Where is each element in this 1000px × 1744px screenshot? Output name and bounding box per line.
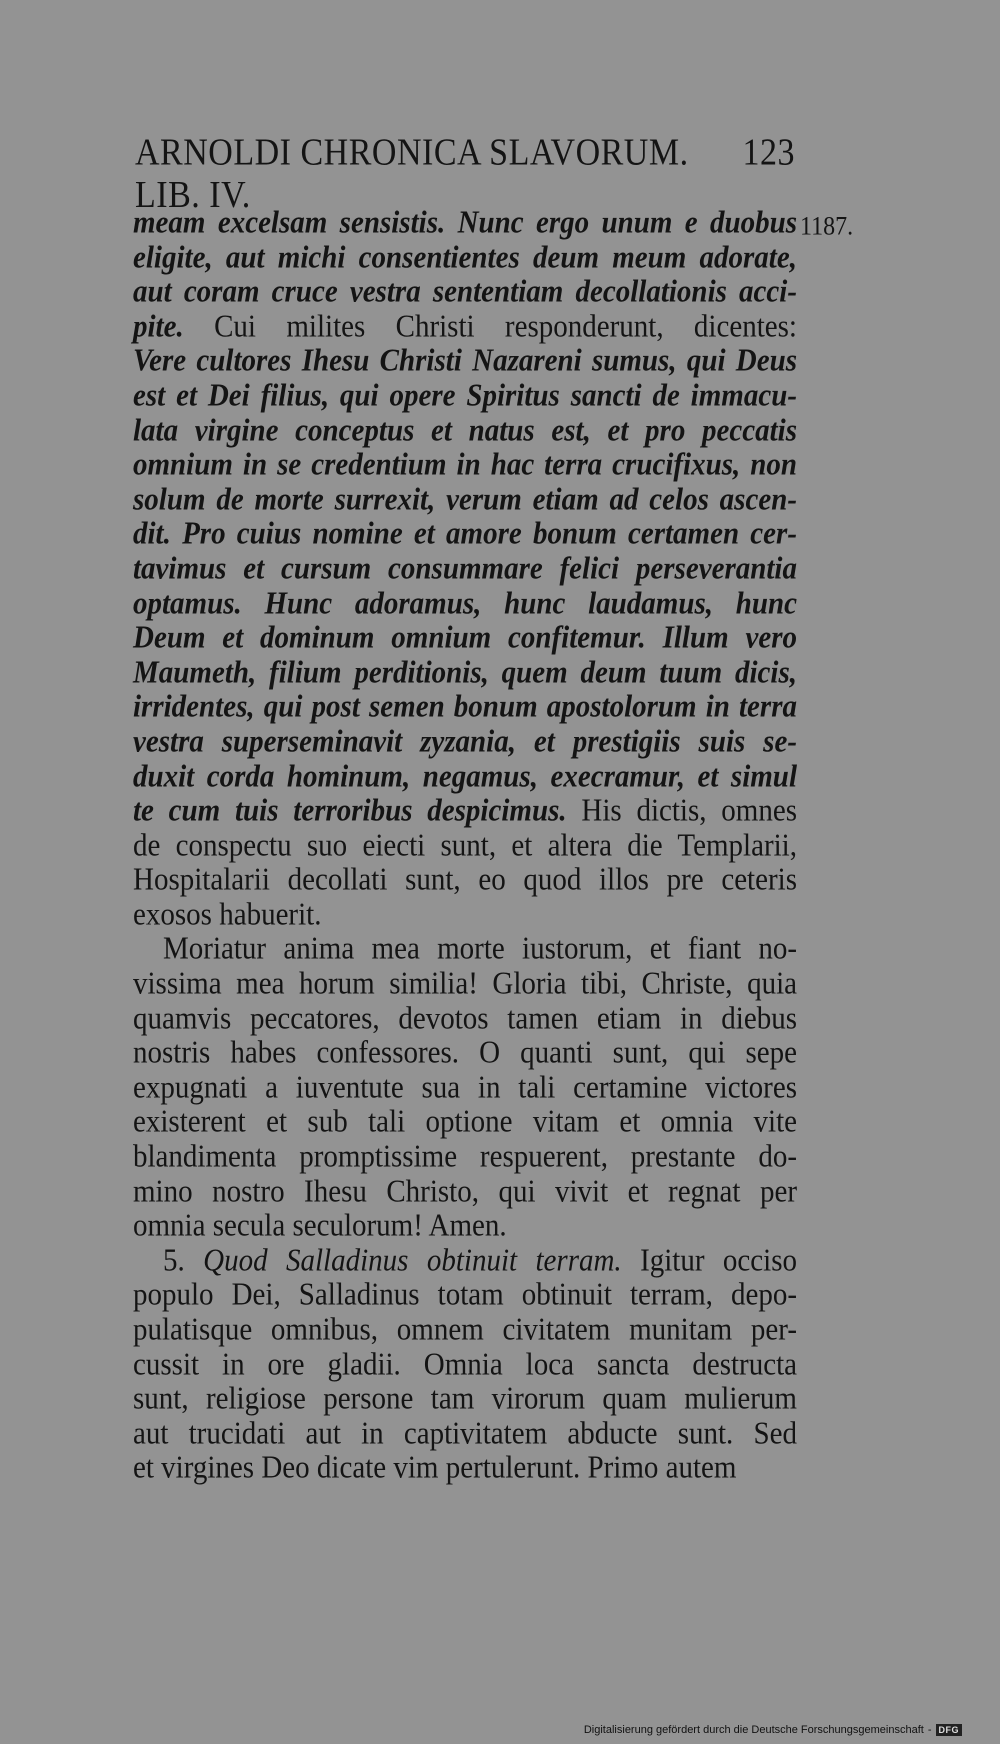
text-line [133, 585, 797, 622]
page-number: 123 [742, 132, 795, 174]
text-line [133, 1277, 797, 1314]
roman-text: vissima mea horum similia! Gloria tibi, Christe, quia [133, 966, 797, 1002]
text-line [133, 966, 797, 1003]
text-line [133, 1346, 797, 1383]
text-line [133, 447, 797, 484]
text-line [133, 1208, 797, 1245]
text-line [133, 758, 797, 795]
text-line [133, 827, 797, 864]
italic-text: est et Dei filius, qui opere Spiritus sancti de immacu- [133, 378, 797, 414]
italic-text: dit. Pro cuius nomine et amore bonum certamen cer- [133, 517, 797, 552]
italic-text: tavimus et cursum consummare felici perseverantia [133, 551, 797, 587]
running-title: ARNOLDI CHRONICA SLAVORUM. LIB. IV. [135, 132, 689, 216]
roman-text: His dictis, omnes [566, 793, 797, 829]
text-line [133, 343, 797, 380]
roman-text: Igitur occiso [621, 1243, 798, 1279]
italic-text: Deum et dominum omnium confitemur. Illum vero [133, 620, 797, 656]
italic-text: Maumeth, filium perditionis, quem deum tuum dicis, [133, 655, 797, 690]
text-line [133, 1450, 797, 1487]
roman-text: blandimenta promptissime respuerent, prestante do- [133, 1139, 797, 1175]
text-line [133, 689, 797, 726]
roman-text: pulatisque omnibus, omnem civitatem munitam per- [133, 1312, 797, 1348]
margin-year-note: 1187. [800, 212, 854, 242]
text-line [133, 793, 797, 830]
italic-text: aut coram cruce vestra sententiam decollationis acci- [133, 274, 797, 310]
text-line [133, 274, 797, 311]
text-line [133, 654, 797, 691]
roman-text: nostris habes confessores. O quanti sunt, qui sepe [133, 1035, 797, 1071]
italic-text: lata virgine conceptus et natus est, et pro peccatis [133, 413, 797, 448]
text-line [133, 1381, 797, 1418]
italic-text: solum de morte surrexit, verum etiam ad celos ascen- [133, 482, 797, 518]
roman-text: populo Dei, Salladinus totam obtinuit terram, depo- [133, 1278, 797, 1313]
roman-text: sunt, religiose persone tam virorum quam mulierum [133, 1381, 797, 1417]
text-line [133, 1312, 797, 1349]
roman-text: existerent et sub tali optione vitam et omnia vite [133, 1105, 797, 1140]
text-line [133, 931, 797, 968]
text-line [133, 620, 797, 657]
italic-text: duxit corda hominum, negamus, execramur, et simul [133, 759, 797, 794]
credit-text: Digitalisierung gefördert durch die Deutsche Forschungsgemeinschaft [583, 1724, 924, 1736]
italic-text: Vere cultores Ihesu Christi Nazareni sumus, qui Deus [133, 344, 797, 379]
italic-text: omnium in se credentium in hac terra crucifixus, non [133, 447, 797, 483]
text-line [133, 1069, 797, 1106]
text-line [133, 1104, 797, 1141]
roman-text: Hospitalarii decollati sunt, eo quod illos pre ceteris [133, 862, 797, 898]
separator: - [927, 1724, 932, 1736]
italic-text: irridentes, qui post semen bonum apostolorum in terra [133, 690, 797, 725]
italic-text: optamus. Hunc adoramus, hunc laudamus, hunc [133, 586, 797, 621]
roman-text: exosos habuerit. [133, 897, 322, 933]
text-line [133, 412, 797, 449]
roman-text: Cui milites Christi responderunt, dicentes: [183, 309, 797, 345]
italic-text: vestra superseminavit zyzania, et prestigiis suis se- [133, 724, 797, 760]
dfg-logo: DFG [936, 1724, 963, 1736]
roman-text: cussit in ore gladii. Omnia loca sancta destructa [133, 1347, 797, 1382]
roman-text: et virgines Deo dicate vim pertulerunt. Primo autem [133, 1451, 737, 1486]
text-line [133, 481, 797, 518]
text-line [133, 308, 797, 345]
italic-text: Quod Salladinus obtinuit terram. [203, 1243, 622, 1279]
roman-text: de conspectu suo eiecti sunt, et altera die Templarii, [133, 828, 797, 863]
text-line [133, 1035, 797, 1072]
body-text [133, 206, 797, 1486]
text-line [133, 551, 797, 588]
text-line [133, 1242, 797, 1279]
digitization-credit [584, 1724, 962, 1736]
roman-text: Moriatur anima mea morte iustorum, et fiant no- [163, 932, 797, 967]
text-line [133, 724, 797, 761]
text-line [133, 1139, 797, 1176]
italic-text: te cum tuis terroribus despicimus. [133, 793, 567, 829]
text-line [133, 239, 797, 276]
italic-text: meam excelsam sensistis. Nunc ergo unum e duobus [133, 205, 797, 241]
roman-text: 5. [163, 1243, 204, 1279]
text-line [133, 1415, 797, 1452]
text-line [133, 205, 797, 242]
italic-text: eligite, aut michi consentientes deum meum adorate, [133, 240, 797, 275]
text-line [133, 1000, 797, 1037]
roman-text: aut trucidati aut in captivitatem abducte sunt. Sed [133, 1416, 797, 1452]
text-line [133, 862, 797, 899]
roman-text: expugnati a iuventute sua in tali certamine victores [133, 1070, 797, 1106]
roman-text: mino nostro Ihesu Christo, qui vivit et regnat per [133, 1174, 797, 1209]
text-line [133, 896, 797, 933]
italic-text: pite. [133, 309, 184, 345]
roman-text: omnia secula seculorum! Amen. [133, 1208, 507, 1244]
roman-text: quamvis peccatores, devotos tamen etiam in diebus [133, 1001, 797, 1036]
text-line [133, 516, 797, 553]
text-line [133, 1173, 797, 1210]
text-line [133, 378, 797, 415]
